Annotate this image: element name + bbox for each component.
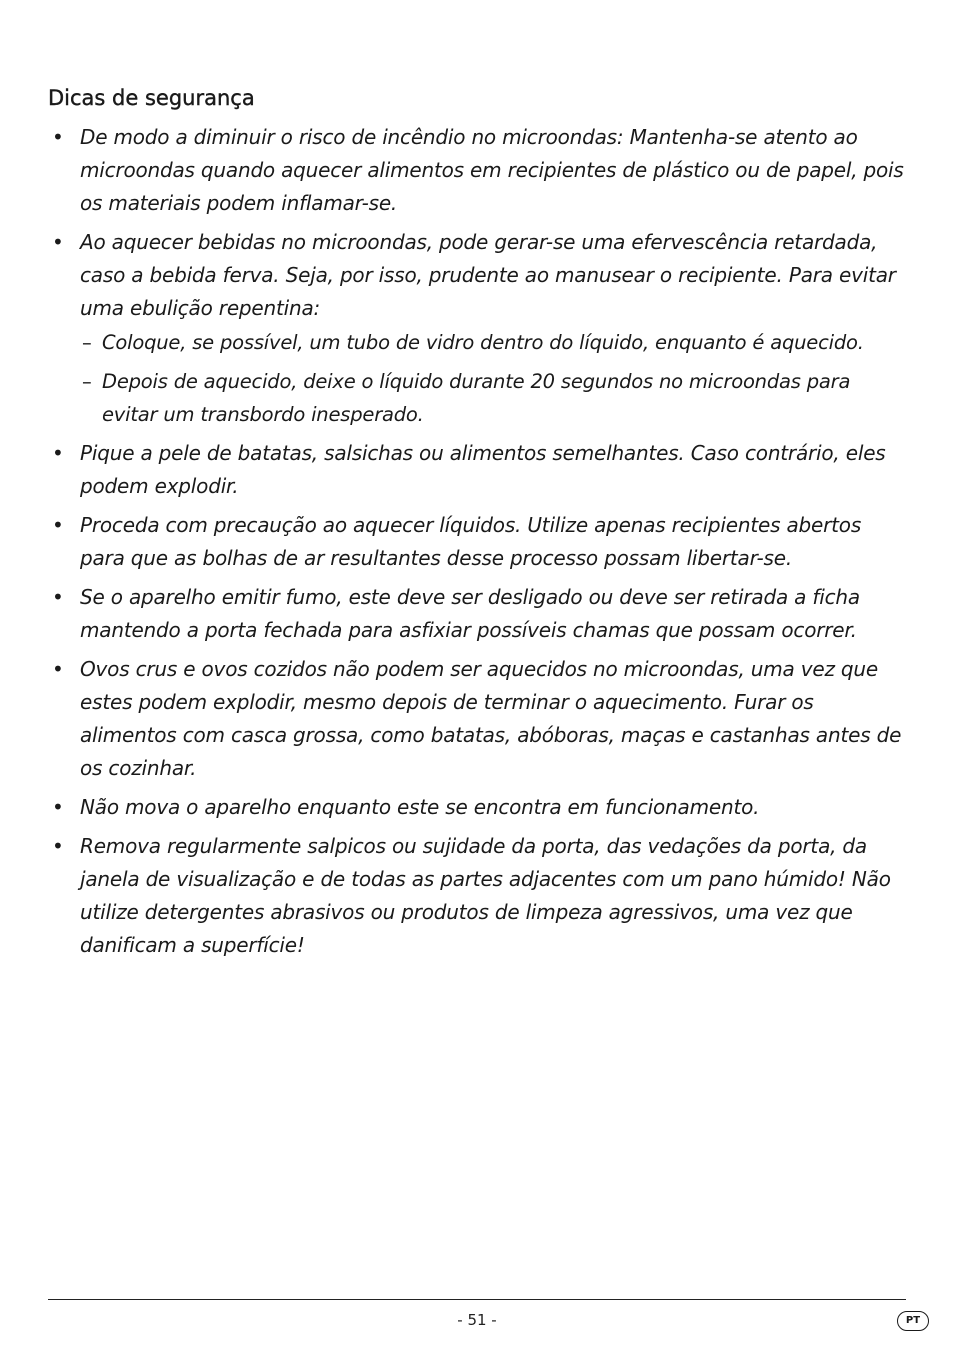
language-badge: PT xyxy=(897,1311,929,1331)
sub-list-item-text: Coloque, se possível, um tubo de vidro dentro do líquido, enquanto é aquecido. xyxy=(102,331,864,354)
footer-divider xyxy=(48,1299,906,1300)
list-item xyxy=(48,581,910,647)
bullet-icon: • xyxy=(52,230,64,254)
list-item xyxy=(48,121,910,220)
sub-list-item xyxy=(80,326,910,359)
list-item-text: De modo a diminuir o risco de incêndio no microondas: Mantenha-se atento ao microondas quando aquecer alimentos em recipientes de plástico ou de papel, pois os materiais podem inflamar-se. xyxy=(80,125,904,215)
list-item xyxy=(48,509,910,575)
list-item-text: Ao aquecer bebidas no microondas, pode gerar-se uma efervescência retardada, caso a bebida ferva. Seja, por isso, prudente ao manusear o recipiente. Para evitar uma ebulição repentina: xyxy=(80,230,896,320)
list-item-text: Se o aparelho emitir fumo, este deve ser desligado ou deve ser retirada a ficha mantendo a porta fechada para asfixiar possíveis chamas que possam ocorrer. xyxy=(80,585,860,642)
list-item-text: Pique a pele de batatas, salsichas ou alimentos semelhantes. Caso contrário, eles podem explodir. xyxy=(80,441,886,498)
bullet-icon: • xyxy=(52,513,64,537)
list-item xyxy=(48,226,910,431)
safety-tips-list xyxy=(48,121,910,968)
list-item xyxy=(48,653,910,785)
bullet-icon: • xyxy=(52,657,64,681)
list-item xyxy=(48,791,910,824)
dash-icon: – xyxy=(82,331,92,354)
list-item xyxy=(48,437,910,503)
list-item-text: Proceda com precaução ao aquecer líquidos. Utilize apenas recipientes abertos para que as bolhas de ar resultantes desse processo possam libertar-se. xyxy=(80,513,862,570)
bullet-icon: • xyxy=(52,795,64,819)
list-item-text: Remova regularmente salpicos ou sujidade da porta, das vedações da porta, da janela de visualização e de todas as partes adjacentes com um pano húmido! Não utilize detergentes abrasivos ou produtos de limpeza agressivos, uma vez que danificam a superfície! xyxy=(80,834,891,957)
bullet-icon: • xyxy=(52,834,64,858)
list-item xyxy=(48,830,910,962)
bullet-icon: • xyxy=(52,585,64,609)
sub-list-item-text: Depois de aquecido, deixe o líquido durante 20 segundos no microondas para evitar um transbordo inesperado. xyxy=(102,370,851,426)
list-item-text: Não mova o aparelho enquanto este se encontra em funcionamento. xyxy=(80,795,760,819)
list-item-text: Ovos crus e ovos cozidos não podem ser aquecidos no microondas, uma vez que estes podem explodir, mesmo depois de terminar o aquecimento. Furar os alimentos com casca grossa, como batatas, abóboras, maças e castanhas antes de os cozinhar. xyxy=(80,657,902,780)
dash-icon: – xyxy=(82,370,92,393)
page-number: - 51 - xyxy=(457,1311,497,1329)
sub-list-item xyxy=(80,365,910,431)
bullet-icon: • xyxy=(52,441,64,465)
bullet-icon: • xyxy=(52,125,64,149)
section-heading: Dicas de segurança xyxy=(48,86,255,110)
